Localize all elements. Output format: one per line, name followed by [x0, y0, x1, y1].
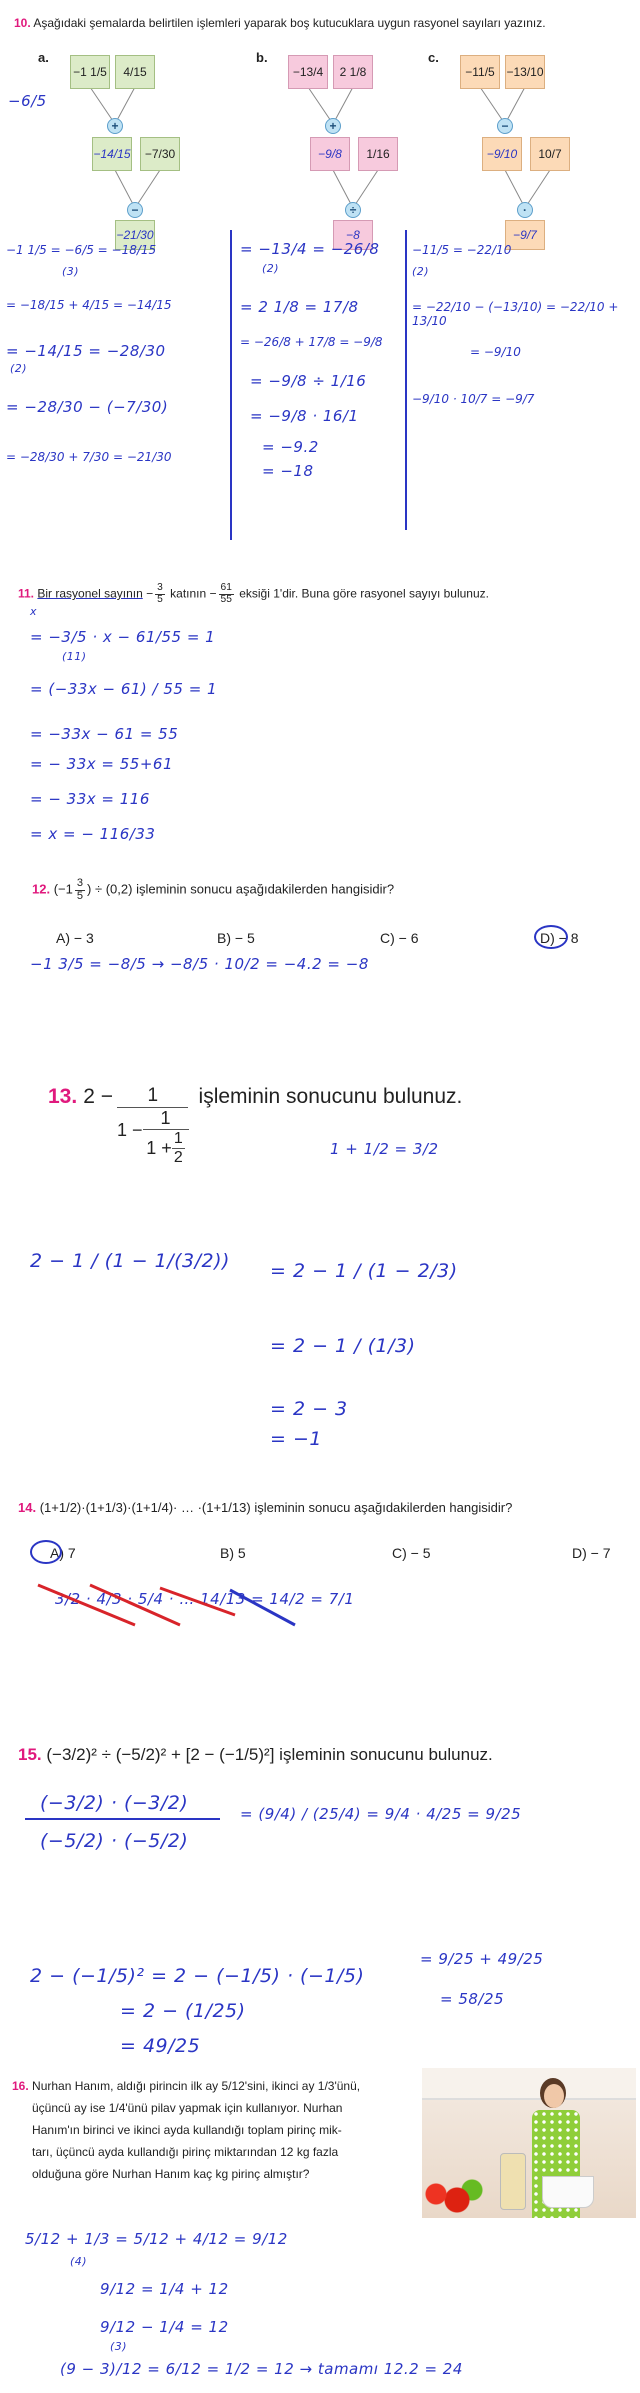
handwritten-line: (3): [110, 2340, 128, 2353]
handwritten-line: = − 33x = 55+61: [30, 755, 173, 773]
option-b[interactable]: B) − 5: [217, 930, 255, 946]
expression: 2 −: [83, 1085, 113, 1108]
diagram-b: [248, 50, 438, 242]
given-box: 1/16: [358, 137, 398, 171]
question-16: [12, 2075, 412, 2185]
denominator: [146, 1130, 184, 1167]
question-text: eksiği 1'dir. Buna göre rasyonel sayıyı bulunuz.: [239, 586, 489, 601]
question-15: [18, 1745, 633, 1765]
handwritten-line: 2 − 1 / (1 − 1/(3/2)): [30, 1250, 230, 1272]
handwritten-line: (3): [62, 265, 80, 278]
numerator: 1: [143, 1108, 189, 1130]
answer-circle: [534, 925, 568, 949]
option-a[interactable]: A) 7: [50, 1545, 76, 1561]
question-number: 14.: [18, 1500, 37, 1515]
handwritten-line: = 9/25 + 49/25: [420, 1950, 544, 1968]
handwritten-line: = −9/8 · 16/1: [250, 407, 359, 425]
fraction: [143, 1108, 189, 1167]
operator-circle: ÷: [345, 202, 361, 218]
question-text: katının: [170, 586, 207, 601]
numerator: 3: [76, 877, 84, 889]
handwritten-line: = −28/30 − (−7/30): [6, 398, 169, 416]
option-d[interactable]: D) − 8: [540, 930, 579, 946]
diagram-label: c.: [428, 50, 439, 65]
option-c[interactable]: C) − 6: [380, 930, 419, 946]
expression: 1 −: [116, 1120, 143, 1140]
handwritten-line: −9/10 · 10/7 = −9/7: [412, 392, 535, 406]
question-line: olduğuna göre Nurhan Hanım kaç kg pirinç almıştır?: [32, 2167, 310, 2181]
denominator: 5: [76, 889, 84, 902]
question-line: tarı, üçüncü ayda kullandığı pirinç miktarından 12 kg fazla: [32, 2145, 339, 2159]
question-number: 13.: [48, 1085, 78, 1108]
question-number: 11.: [18, 586, 35, 601]
handwritten-line: 1 + 1/2 = 3/2: [330, 1140, 439, 1158]
handwritten-line: (11): [62, 650, 87, 663]
given-box: −7/30: [140, 137, 180, 171]
question-line: [12, 2075, 412, 2097]
diagram-label: b.: [256, 50, 268, 65]
kitchen-photo: [422, 2068, 636, 2218]
handwritten-line: −1 1/5 = −6/5 = −18/15: [6, 243, 157, 257]
question-text: işleminin sonucunu bulunuz.: [279, 1745, 493, 1764]
handwritten-line: (−3/2) · (−3/2): [40, 1792, 189, 1814]
handwritten-line: (2): [262, 262, 280, 275]
handwritten-line: = 58/25: [440, 1990, 505, 2008]
divider-line: [230, 230, 232, 540]
handwritten-line: x: [30, 605, 38, 618]
expression: 1 +: [146, 1138, 172, 1158]
expression: (−3/2)² ÷ (−5/2)² + [2 − (−1/5)²]: [46, 1745, 275, 1764]
fraction: [75, 878, 85, 902]
nested-fraction: [117, 1085, 189, 1167]
operator-circle: +: [325, 118, 341, 134]
handwritten-line: = −22/10 − (−13/10) = −22/10 + 13/10: [412, 300, 619, 328]
handwritten-line: = −9.2: [262, 438, 319, 456]
question-number: 12.: [32, 881, 51, 897]
top-box-left: −1 1/5: [70, 55, 110, 89]
denominator: 5: [157, 593, 163, 605]
strike-line: [38, 1585, 135, 1625]
handwritten-line: = 49/25: [120, 2035, 201, 2057]
expression: ) ÷ (0,2): [87, 881, 133, 897]
question-line: üçüncü ay ise 1/4'ünü pilav yapmak için kullanıyor. Nurhan: [32, 2101, 343, 2115]
handwritten-line: = (−33x − 61) / 55 = 1: [30, 680, 218, 698]
given-box: 10/7: [530, 137, 570, 171]
question-line: Hanım'ın birinci ve ikinci ayda kullandığı toplam pirinç mik-: [32, 2123, 342, 2137]
handwritten-line: = (9/4) / (25/4) = 9/4 · 4/25 = 9/25: [240, 1805, 522, 1823]
handwritten-line: (−5/2) · (−5/2): [40, 1830, 189, 1852]
numerator: 61: [220, 582, 232, 593]
handwritten-line: (2): [10, 362, 28, 375]
handwritten-line: = −26/8 + 17/8 = −9/8: [240, 335, 383, 349]
handwritten-line: = − 33x = 116: [30, 790, 150, 808]
handwritten-line: = −18/15 + 4/15 = −14/15: [6, 298, 172, 312]
top-box-right: 2 1/8: [333, 55, 373, 89]
expression: (1+1/2)·(1+1/3)·(1+1/4)· … ·(1+1/13): [39, 1500, 251, 1515]
question-text: Aşağıdaki şemalarda belirtilen işlemleri yaparak boş kutucuklara uygun rasyonel sayıları yazınız.: [33, 16, 546, 30]
option-b[interactable]: B) 5: [220, 1545, 246, 1561]
question-10: [14, 16, 630, 30]
question-text: işleminin sonucu aşağıdakilerden hangisidir?: [254, 1500, 513, 1515]
answer-box[interactable]: −9/10: [482, 137, 522, 171]
top-box-right: 4/15: [115, 55, 155, 89]
handwritten-note: −6/5: [8, 92, 47, 110]
woman-face: [544, 2084, 564, 2108]
top-box-left: −11/5: [460, 55, 500, 89]
option-c[interactable]: C) − 5: [392, 1545, 431, 1561]
question-number: 16.: [12, 2079, 29, 2093]
question-text: Bir rasyonel sayının: [37, 586, 143, 601]
strike-line: [230, 1590, 295, 1625]
strike-line: [160, 1588, 235, 1615]
handwritten-line: (4): [70, 2255, 88, 2268]
option-a[interactable]: A) − 3: [56, 930, 94, 946]
question-11: [18, 583, 633, 605]
result-box[interactable]: −9/7: [505, 220, 545, 250]
question-text: işleminin sonucu aşağıdakilerden hangisidir?: [136, 881, 395, 897]
fraction: [219, 583, 234, 605]
diagram-a: [30, 50, 220, 242]
handwritten-line: = −9/10: [470, 345, 521, 359]
handwritten-work: −1 3/5 = −8/5 → −8/5 · 10/2 = −4.2 = −8: [30, 955, 369, 973]
cabinet: [422, 2068, 636, 2100]
cancel-strikes: [0, 1580, 640, 1630]
operator-circle: +: [107, 118, 123, 134]
operator-circle: ·: [517, 202, 533, 218]
handwritten-line: = x = − 116/33: [30, 825, 156, 843]
handwritten-line: = 2 − 1 / (1/3): [270, 1335, 416, 1357]
handwritten-line: 2 − (−1/5)² = 2 − (−1/5) · (−1/5): [30, 1965, 365, 1987]
handwritten-line: (9 − 3)/12 = 6/12 = 1/2 = 12 → tamamı 12.2 = 24: [60, 2360, 463, 2378]
handwritten-line: = −13/4 = −26/8: [240, 240, 380, 258]
handwritten-line: = −28/30 + 7/30 = −21/30: [6, 450, 172, 464]
handwritten-line: = −14/15 = −28/30: [6, 342, 166, 360]
question-number: 15.: [18, 1745, 42, 1764]
fraction-bar: [25, 1818, 220, 1820]
pasta-jar: [500, 2153, 526, 2210]
diagram-c: [420, 50, 610, 242]
handwritten-line: −11/5 = −22/10: [412, 243, 512, 257]
question-12: [32, 878, 632, 902]
denominator: 2: [173, 1149, 183, 1166]
handwritten-line: = 2 1/8 = 17/8: [240, 298, 359, 316]
fraction: [155, 583, 165, 605]
sign: −: [146, 586, 154, 601]
sign: −: [209, 586, 217, 601]
answer-box[interactable]: −9/8: [310, 137, 350, 171]
question-text: işleminin sonucunu bulunuz.: [198, 1085, 463, 1108]
question-14: [18, 1500, 633, 1515]
handwritten-line: = −9/8 ÷ 1/16: [250, 372, 367, 390]
divider-line: [405, 230, 407, 530]
handwritten-line: = −3/5 · x − 61/55 = 1: [30, 628, 216, 646]
vegetables: [424, 2178, 484, 2218]
handwritten-line: = 2 − (1/25): [120, 2000, 246, 2022]
operator-circle: −: [127, 202, 143, 218]
handwritten-line: = 2 − 1 / (1 − 2/3): [270, 1260, 458, 1282]
handwritten-line: = −1: [270, 1428, 322, 1450]
handwritten-line: = −33x − 61 = 55: [30, 725, 179, 743]
answer-box[interactable]: −14/15: [92, 137, 132, 171]
handwritten-line: 9/12 − 1/4 = 12: [100, 2318, 229, 2336]
diagram-label: a.: [38, 50, 49, 65]
numerator: 1: [173, 1130, 183, 1147]
fraction: [172, 1130, 185, 1167]
handwritten-line: = −18: [262, 462, 314, 480]
numerator: 1: [117, 1085, 188, 1108]
top-box-left: −13/4: [288, 55, 328, 89]
answer-circle: [30, 1540, 62, 1564]
cooking-pot: [542, 2176, 594, 2208]
result-box[interactable]: −21/30: [115, 220, 155, 250]
result-box[interactable]: −8: [333, 220, 373, 250]
expression: (−1: [53, 881, 73, 897]
handwritten-line: 9/12 = 1/4 + 12: [100, 2280, 229, 2298]
option-d[interactable]: D) − 7: [572, 1545, 611, 1561]
handwritten-line: = 2 − 3: [270, 1398, 348, 1420]
numerator: 3: [157, 582, 163, 593]
handwritten-work: 3/2 · 4/3 · 5/4 · … 14/13 = 14/2 = 7/1: [55, 1590, 355, 1608]
question-13: [48, 1085, 462, 1167]
denominator: 55: [220, 593, 232, 605]
question-text: Nurhan Hanım, aldığı pirincin ilk ay 5/12'sini, ikinci ay 1/3'ünü,: [32, 2079, 361, 2093]
handwritten-line: (2): [412, 265, 430, 278]
denominator: [117, 1108, 189, 1167]
question-number: 10.: [14, 16, 31, 30]
handwritten-line: 5/12 + 1/3 = 5/12 + 4/12 = 9/12: [25, 2230, 288, 2248]
operator-circle: −: [497, 118, 513, 134]
top-box-right: −13/10: [505, 55, 545, 89]
